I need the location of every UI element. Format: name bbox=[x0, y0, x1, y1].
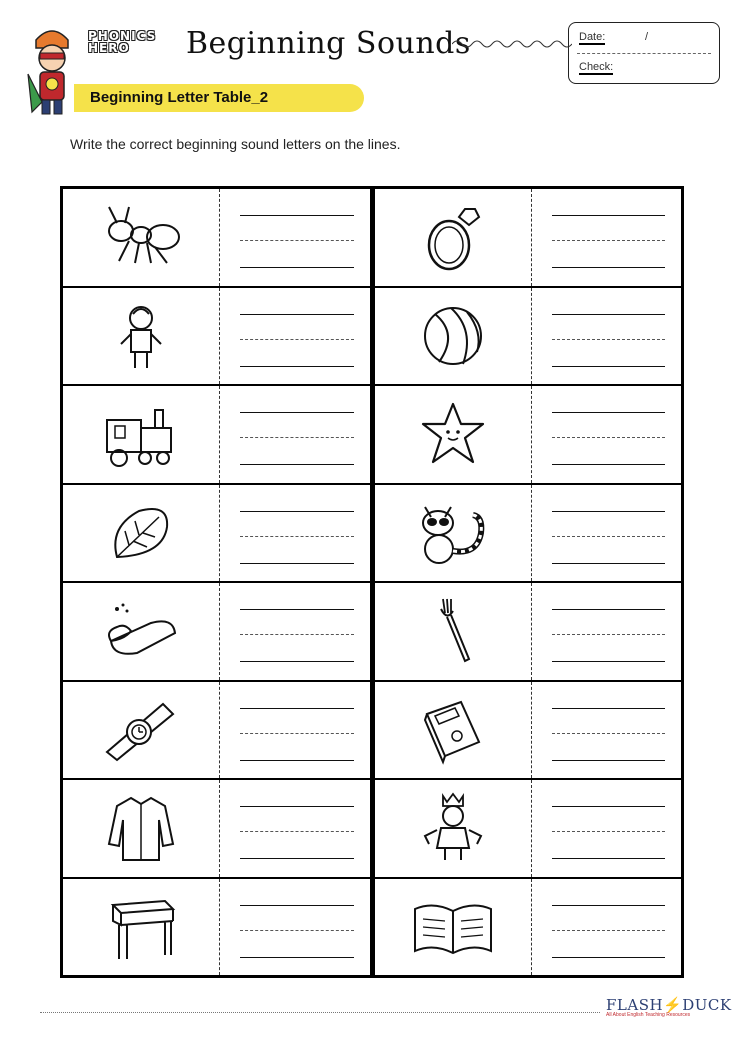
date-label: Date: bbox=[579, 31, 606, 43]
picture-cell bbox=[375, 485, 532, 582]
picture-cell bbox=[375, 386, 532, 483]
worksheet-row bbox=[63, 583, 370, 682]
answer-lines[interactable] bbox=[220, 780, 370, 877]
picture-cell bbox=[63, 583, 220, 680]
brand-wordmark bbox=[88, 30, 184, 54]
worksheet-row bbox=[375, 682, 682, 781]
table-icon bbox=[99, 891, 183, 963]
date-check-box bbox=[568, 22, 720, 84]
raccoon-icon bbox=[411, 497, 495, 569]
answer-lines[interactable] bbox=[532, 780, 682, 877]
answer-lines[interactable] bbox=[220, 583, 370, 680]
answer-lines[interactable] bbox=[220, 682, 370, 779]
picture-cell bbox=[63, 780, 220, 877]
worksheet-row bbox=[375, 583, 682, 682]
worksheet-row bbox=[63, 879, 370, 976]
lightning-bolt-icon: ⚡ bbox=[663, 996, 683, 1014]
answer-lines[interactable] bbox=[532, 288, 682, 385]
phonics-hero-mascot-icon bbox=[22, 22, 82, 117]
worksheet-row bbox=[375, 386, 682, 485]
page-title: Beginning Sounds bbox=[186, 26, 471, 61]
fork-icon bbox=[411, 595, 495, 667]
answer-lines[interactable] bbox=[220, 386, 370, 483]
open-book-icon bbox=[411, 891, 495, 963]
picture-cell bbox=[375, 189, 532, 286]
picture-cell bbox=[375, 780, 532, 877]
answer-lines[interactable] bbox=[532, 189, 682, 286]
subtitle: Beginning Letter Table_2 bbox=[90, 89, 269, 106]
ball-icon bbox=[411, 300, 495, 372]
worksheet-row bbox=[63, 485, 370, 584]
brand-line-2: HERO bbox=[88, 41, 130, 55]
answer-lines[interactable] bbox=[532, 879, 682, 976]
worksheet-row bbox=[63, 386, 370, 485]
squiggle-decoration-icon bbox=[452, 38, 572, 50]
worksheet-row bbox=[375, 879, 682, 976]
footer-divider bbox=[40, 1012, 600, 1013]
worksheet-row bbox=[63, 288, 370, 387]
picture-cell bbox=[63, 485, 220, 582]
logo-tagline: All About English Teaching Resources bbox=[606, 1012, 691, 1018]
ant-icon bbox=[99, 201, 183, 273]
picture-cell bbox=[375, 879, 532, 976]
ring-icon bbox=[411, 201, 495, 273]
answer-lines[interactable] bbox=[532, 682, 682, 779]
star-icon bbox=[411, 398, 495, 470]
answer-lines[interactable] bbox=[220, 288, 370, 385]
worksheet-row bbox=[375, 189, 682, 288]
bread-icon bbox=[99, 595, 183, 667]
worksheet-row bbox=[375, 485, 682, 584]
answer-lines[interactable] bbox=[220, 879, 370, 976]
answer-lines[interactable] bbox=[532, 485, 682, 582]
picture-cell bbox=[375, 682, 532, 779]
date-divider bbox=[577, 53, 711, 54]
answer-lines[interactable] bbox=[220, 485, 370, 582]
answer-lines[interactable] bbox=[220, 189, 370, 286]
worksheet-row bbox=[63, 682, 370, 781]
answer-lines[interactable] bbox=[532, 583, 682, 680]
answer-lines[interactable] bbox=[532, 386, 682, 483]
watch-icon bbox=[99, 694, 183, 766]
instructions-text: Write the correct beginning sound letters on the lines. bbox=[70, 136, 401, 152]
worksheet-row bbox=[375, 780, 682, 879]
picture-cell bbox=[375, 288, 532, 385]
boy-icon bbox=[99, 300, 183, 372]
flashduck-logo bbox=[606, 996, 732, 1018]
worksheet-row bbox=[375, 288, 682, 387]
train-icon bbox=[99, 398, 183, 470]
picture-cell bbox=[63, 879, 220, 976]
picture-cell bbox=[63, 189, 220, 286]
left-column bbox=[63, 189, 370, 975]
check-label: Check: bbox=[579, 61, 614, 73]
brand-line-1: PHONICS bbox=[88, 29, 157, 43]
worksheet-row bbox=[63, 780, 370, 879]
picture-cell bbox=[63, 682, 220, 779]
picture-cell bbox=[375, 583, 532, 680]
leaf-icon bbox=[99, 497, 183, 569]
coat-icon bbox=[99, 792, 183, 864]
picture-cell bbox=[63, 386, 220, 483]
right-column bbox=[370, 189, 682, 975]
worksheet-row bbox=[63, 189, 370, 288]
storybook-icon bbox=[411, 694, 495, 766]
logo-left: FLASH bbox=[606, 996, 664, 1014]
date-slash: / bbox=[645, 31, 649, 43]
worksheet-table bbox=[60, 186, 684, 978]
logo-right: DUCK bbox=[682, 996, 732, 1014]
picture-cell bbox=[63, 288, 220, 385]
king-icon bbox=[411, 792, 495, 864]
